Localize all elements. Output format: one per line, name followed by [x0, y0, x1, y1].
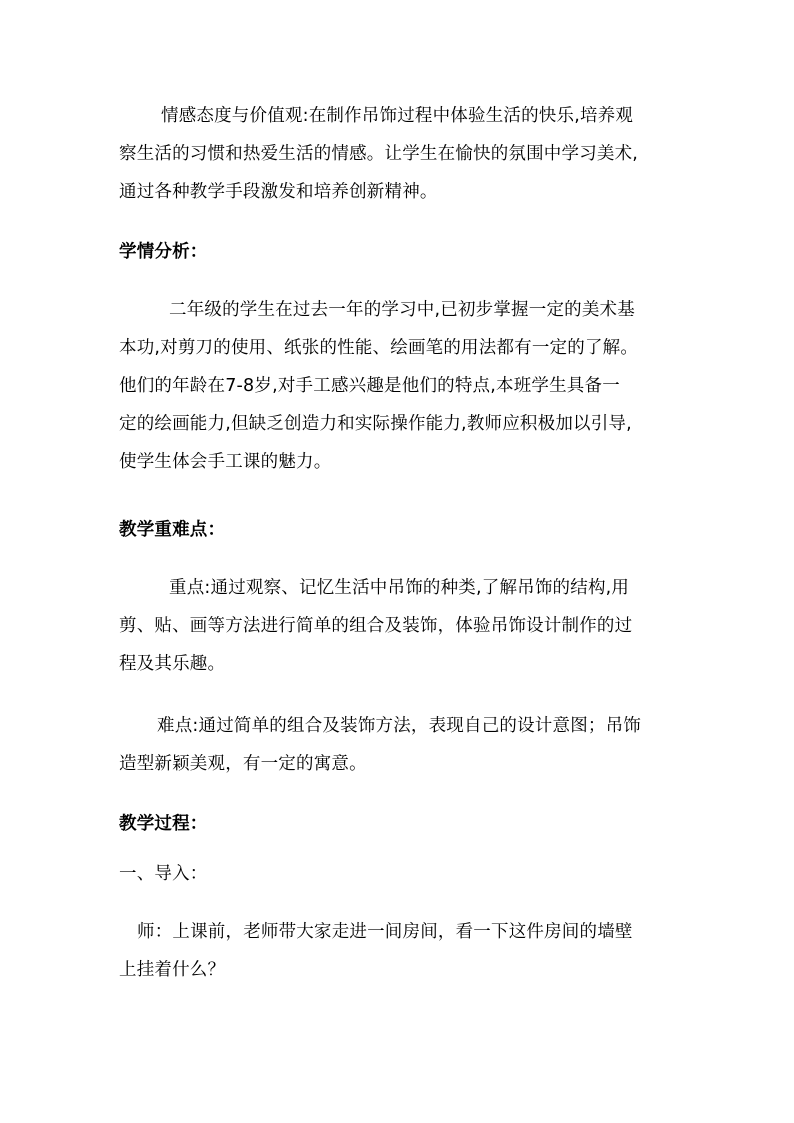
paragraph-student-analysis-line-5: 使学生体会手工课的魅力。	[119, 452, 332, 472]
paragraph-affective-goals-line-1: 情感态度与价值观:在制作吊饰过程中体验生活的快乐,培养观	[161, 106, 634, 126]
paragraph-difficulty-line-2: 造型新颖美观，有一定的寓意。	[119, 754, 367, 774]
heading-teaching-process: 教学过程：	[119, 814, 208, 834]
heading-student-analysis: 学情分析：	[119, 242, 208, 262]
heading-key-points: 教学重难点：	[119, 520, 226, 540]
paragraph-student-analysis-line-2: 本功,对剪刀的使用、纸张的性能、绘画笔的用法都有一定的了解。	[119, 338, 639, 358]
paragraph-student-analysis-line-1: 二年级的学生在过去一年的学习中,已初步掌握一定的美术基	[169, 300, 635, 320]
paragraph-student-analysis-line-4: 定的绘画能力,但缺乏创造力和实际操作能力,教师应积极加以引导,	[119, 414, 632, 434]
paragraph-affective-goals-line-2: 察生活的习惯和热爱生活的情感。让学生在愉快的氛围中学习美术,	[119, 144, 639, 164]
paragraph-key-point-line-2: 剪、贴、画等方法进行简单的组合及装饰，体验吊饰设计制作的过	[119, 616, 633, 636]
paragraph-key-point-line-3: 程及其乐趣。	[119, 654, 226, 674]
paragraph-affective-goals-line-3: 通过各种教学手段激发和培养创新精神。	[119, 182, 438, 202]
paragraph-teacher-line-2: 上挂着什么？	[119, 960, 226, 980]
paragraph-key-point-line-1: 重点:通过观察、记忆生活中吊饰的种类,了解吊饰的结构,用	[169, 578, 630, 598]
heading-introduction: 一、导入：	[119, 864, 208, 884]
paragraph-difficulty-line-1: 难点:通过简单的组合及装饰方法，表现自己的设计意图；吊饰	[157, 716, 641, 736]
paragraph-student-analysis-line-3: 他们的年龄在7-8岁,对手工感兴趣是他们的特点,本班学生具备一	[119, 376, 620, 396]
paragraph-teacher-line-1: 师：上课前，老师带大家走进一间房间，看一下这件房间的墙壁	[137, 922, 633, 942]
